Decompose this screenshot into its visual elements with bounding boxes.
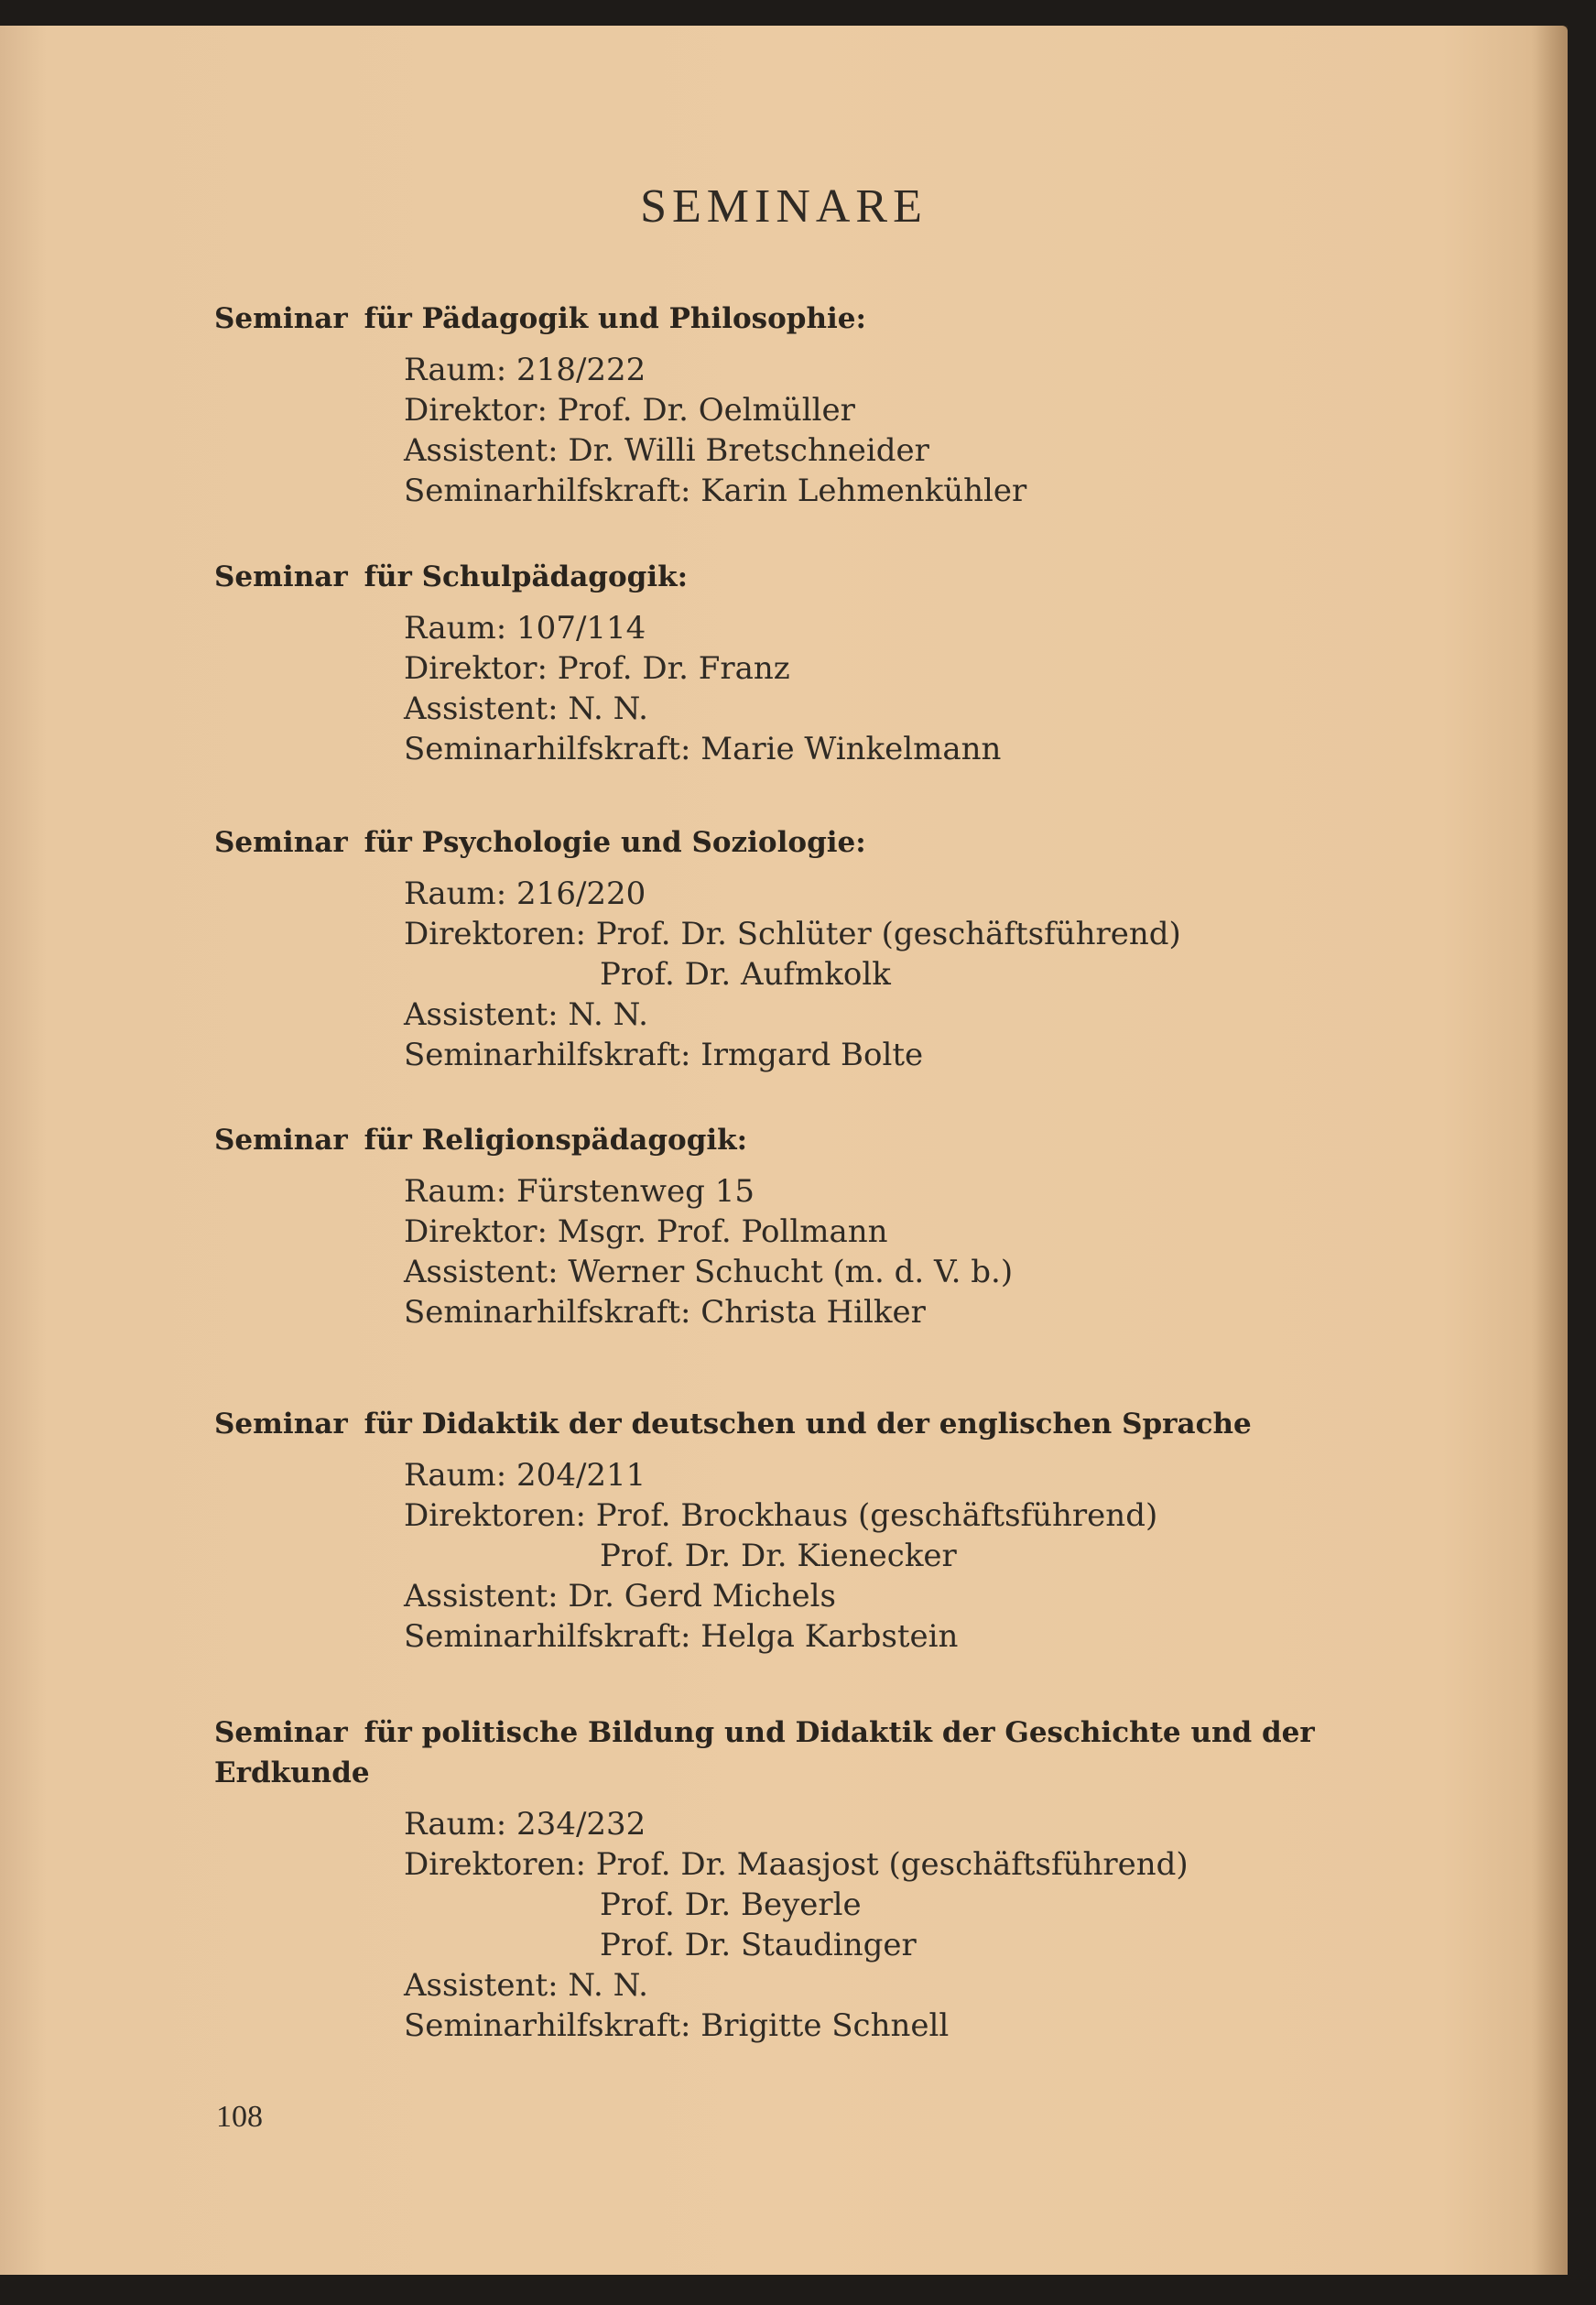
director-row-continued: Prof. Dr. Aufmkolk	[600, 956, 891, 993]
director-row: Direktor: Msgr. Prof. Pollmann	[404, 1213, 888, 1250]
director-row: Direktoren: Prof. Dr. Maasjost (geschäftsführend)	[404, 1846, 1189, 1883]
director-row: Direktor: Prof. Dr. Oelmüller	[404, 392, 855, 429]
assistant-staff-row: Seminarhilfskraft: Karin Lehmenkühler	[404, 473, 1027, 509]
room-row: Raum: 216/220	[404, 875, 646, 912]
director-row-continued: Prof. Dr. Dr. Kienecker	[600, 1538, 957, 1574]
heading-text: für Didaktik der deutschen und der englischen Sprache	[364, 1408, 1252, 1441]
heading-prefix: Seminar	[214, 1716, 348, 1749]
section-details	[404, 608, 1405, 769]
section-details	[404, 874, 1405, 1075]
assistant-row: Assistent: Dr. Gerd Michels	[404, 1578, 836, 1615]
assistant-row: Assistent: Werner Schucht (m. d. V. b.)	[404, 1254, 1014, 1290]
section-heading	[214, 1404, 1405, 1444]
section-heading	[214, 1120, 1405, 1160]
seminar-section-psychologie	[214, 822, 1405, 1075]
director-row-continued: Prof. Dr. Beyerle	[600, 1886, 862, 1923]
seminar-section-paedagogik	[214, 299, 1405, 511]
director-row: Direktor: Prof. Dr. Franz	[404, 650, 790, 687]
heading-text: für Religionspädagogik:	[364, 1124, 748, 1157]
heading-prefix: Seminar	[214, 1408, 348, 1441]
book-page	[0, 26, 1568, 2275]
section-details	[404, 1171, 1405, 1332]
assistant-row: Assistent: N. N.	[404, 690, 648, 727]
section-details	[404, 1804, 1405, 2046]
heading-text: für Pädagogik und Philosophie:	[364, 302, 866, 335]
director-row-continued: Prof. Dr. Staudinger	[600, 1927, 917, 1963]
section-details	[404, 350, 1405, 511]
section-heading	[214, 299, 1405, 339]
page-title: SEMINARE	[640, 180, 928, 233]
heading-prefix: Seminar	[214, 1124, 348, 1157]
assistant-staff-row: Seminarhilfskraft: Brigitte Schnell	[404, 2007, 950, 2044]
assistant-staff-row: Seminarhilfskraft: Irmgard Bolte	[404, 1037, 924, 1073]
section-heading	[214, 1712, 1405, 1753]
assistant-staff-row: Seminarhilfskraft: Christa Hilker	[404, 1294, 926, 1331]
assistant-row: Assistent: N. N.	[404, 996, 648, 1033]
assistant-row: Assistent: N. N.	[404, 1967, 648, 2004]
section-heading	[214, 822, 1405, 863]
heading-text: für Schulpädagogik:	[364, 560, 689, 593]
assistant-staff-row: Seminarhilfskraft: Marie Winkelmann	[404, 731, 1002, 767]
room-row: Raum: 204/211	[404, 1457, 646, 1494]
heading-text: für politische Bildung und Didaktik der Geschichte und der	[364, 1716, 1315, 1749]
heading-prefix: Seminar	[214, 560, 348, 593]
seminar-section-politische-bildung	[214, 1712, 1405, 2046]
room-row: Raum: 234/232	[404, 1806, 646, 1843]
heading-prefix: Seminar	[214, 302, 348, 335]
director-row: Direktoren: Prof. Dr. Schlüter (geschäftsführend)	[404, 916, 1181, 952]
room-row: Raum: 218/222	[404, 352, 646, 388]
heading-prefix: Seminar	[214, 826, 348, 859]
section-heading	[214, 557, 1405, 597]
page-number: 108	[216, 2100, 263, 2134]
section-details	[404, 1455, 1405, 1657]
section-heading-line2: Erdkunde	[214, 1756, 370, 1789]
director-row: Direktoren: Prof. Brockhaus (geschäftsführend)	[404, 1497, 1158, 1534]
seminar-section-schulpaedagogik	[214, 557, 1405, 769]
seminar-section-religionspaedagogik	[214, 1120, 1405, 1332]
room-row: Raum: Fürstenweg 15	[404, 1173, 755, 1210]
heading-text: für Psychologie und Soziologie:	[364, 826, 866, 859]
room-row: Raum: 107/114	[404, 610, 646, 647]
assistant-row: Assistent: Dr. Willi Bretschneider	[404, 432, 929, 469]
assistant-staff-row: Seminarhilfskraft: Helga Karbstein	[404, 1618, 959, 1655]
seminar-section-didaktik-sprache	[214, 1404, 1405, 1657]
